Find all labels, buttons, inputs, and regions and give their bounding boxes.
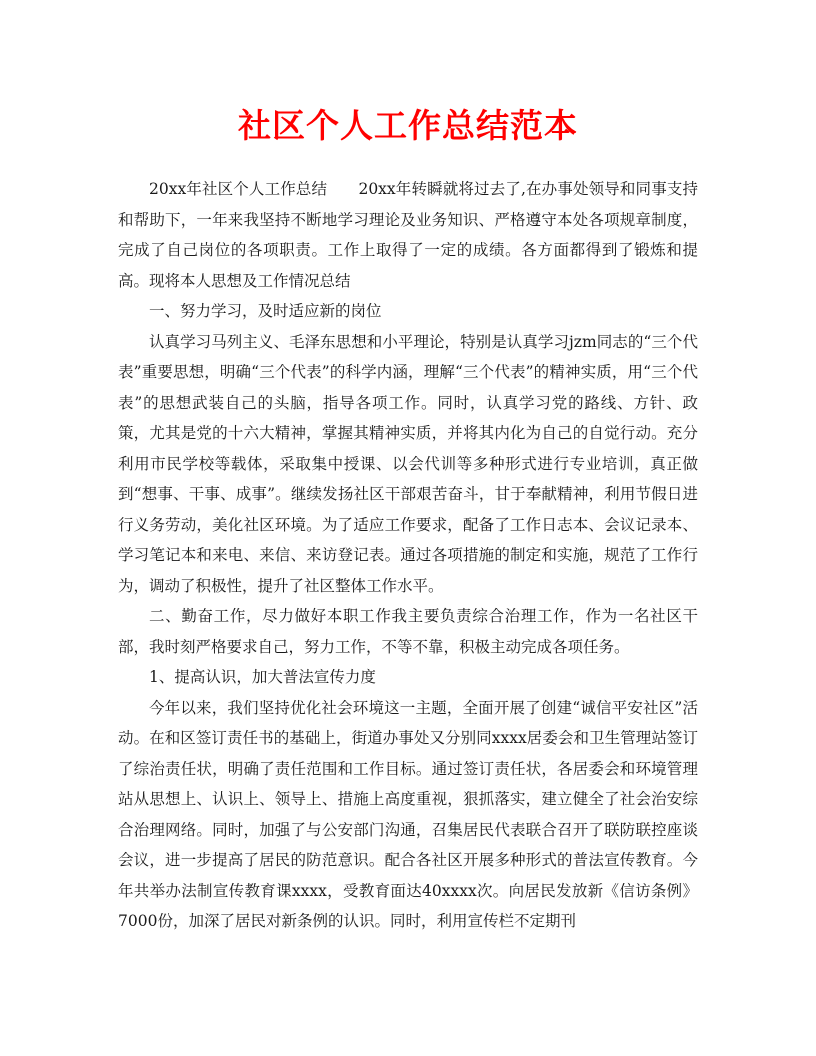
paragraph-study: 认真学习马列主义、毛泽东思想和小平理论，特别是认真学习jzm同志的“三个代表”重要思想，明确“三个代表”的科学内涵，理解“三个代表”的精神实质，用“三个代表”的思想武装自己的头脑，指导各项工作。同时，认真学习党的路线、方针、政策，尤其是党的十六大精神，掌握其精神实质，并将其内化为自己的自觉行动。充分利用市民学校等载体，采取集中授课、以会代训等多种形式进行专业培训，真正做到“想事、干事、成事”。继续发扬社区干部艰苦奋斗，甘于奉献精神，利用节假日进行义务劳动，美化社区环境。为了适应工作要求，配备了工作日志本、会议记录本、学习笔记本和来电、来信、来访登记表。通过各项措施的制定和实施，规范了工作行为，调动了积极性，提升了社区整体工作水平。 xyxy=(118,332,698,595)
subsection-heading-1: 1、提高认识，加大普法宣传力度 xyxy=(149,668,376,686)
paragraph-legal-publicity: 今年以来，我们坚持优化社会环境这一主题，全面开展了创建“诚信平安社区”活动。在和区签订责任书的基础上，街道办事处又分别同xxxx居委会和卫生管理站签订了综治责任状，明确了责任范围和工作目标。通过签订责任状，各居委会和环境管理站从思想上、认识上、领导上、措施上高度重视，狠抓落实，建立健全了社会治安综合治理网络。同时，加强了与公安部门沟通，召集居民代表联合召开了联防联控座谈会议，进一步提高了居民的防范意识。配合各社区开展多种形式的普法宣传教育。今年共举办法制宣传教育课xxxx，受教育面达40xxxx次。向居民发放新《信访条例》7000份，加深了居民对新条例的认识。同时，利用宣传栏不定期刊 xyxy=(118,698,698,930)
paragraph-intro: 20xx年社区个人工作总结 20xx年转瞬就将过去了,在办事处领导和同事支持和帮助下，一年来我坚持不断地学习理论及业务知识、严格遵守本处各项规章制度，完成了自己岗位的各项职责。工作上取得了一定的成绩。各方面都得到了锻炼和提高。现将本人思想及工作情况总结 xyxy=(118,180,698,290)
section-heading-2: 二、勤奋工作，尽力做好本职工作我主要负责综合治理工作，作为一名社区干部，我时刻严格要求自己，努力工作，不等不靠，积极主动完成各项任务。 xyxy=(118,607,698,656)
document-title: 社区个人工作总结范本 xyxy=(238,106,578,145)
section-heading-1: 一、努力学习，及时适应新的岗位 xyxy=(149,302,382,320)
document-body xyxy=(118,174,698,937)
